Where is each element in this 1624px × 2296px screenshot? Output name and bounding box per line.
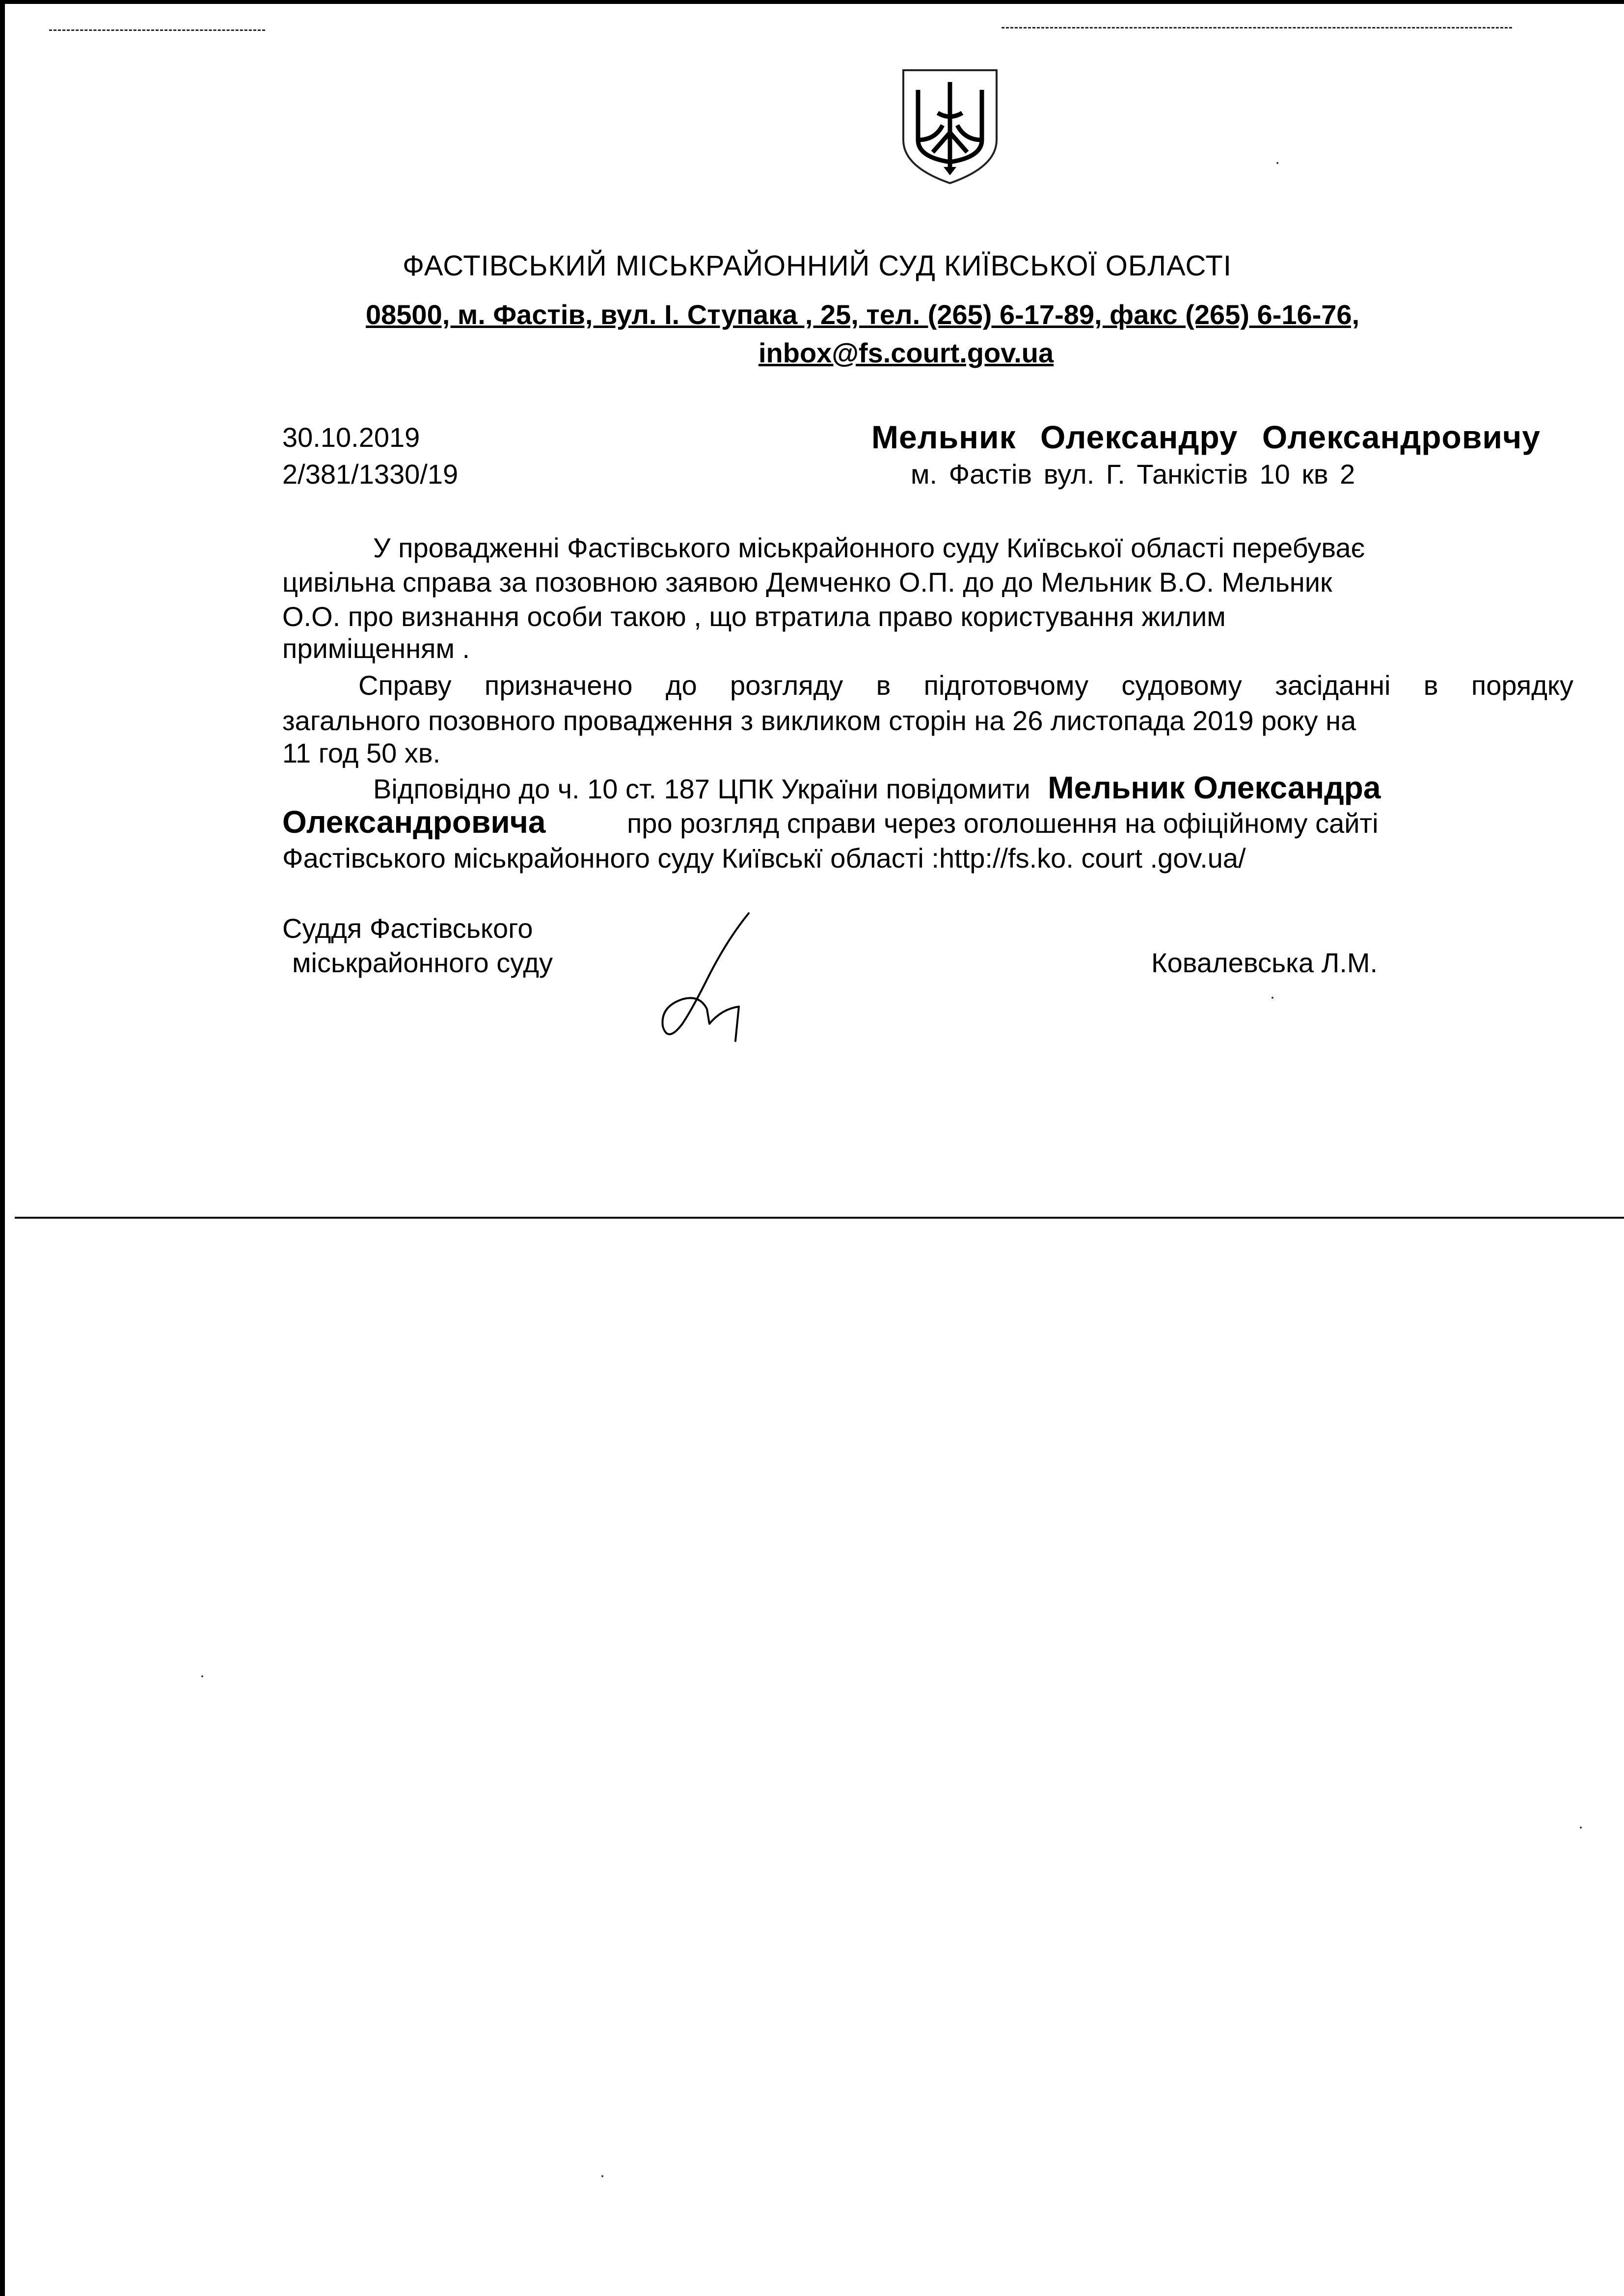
body-text-line: Фастівського міськрайонного суду Київськї області :http://fs.ko. court .gov.ua/ [282, 843, 1246, 874]
scan-left-edge [0, 0, 5, 2296]
body-text-line [282, 806, 1379, 838]
handwritten-signature [653, 911, 761, 1043]
recipient-name: Мельник Олександру Олександровичу [871, 419, 1541, 455]
coat-of-arms-emblem [898, 66, 1001, 187]
scan-speck [1276, 162, 1278, 164]
judge-title-line: міськрайонного суду [292, 947, 553, 978]
body-text-line [373, 772, 1380, 803]
body-text-line: У провадженні Фастівського міськрайонного суду Київської області перебуває [373, 532, 1365, 563]
judge-name: Ковалевська Л.М. [1151, 947, 1378, 978]
body-text-segment: про розгляд справи через оголошення на офіційному сайті [626, 808, 1379, 839]
body-text-line: приміщенням . [282, 633, 470, 664]
court-email-line [758, 337, 1054, 369]
page-divider-line [15, 1217, 1624, 1219]
judge-title-line: Суддя Фастівського [282, 913, 533, 944]
body-text-line: загального позовного провадження з викликом сторін на 26 листопада 2019 року на [282, 705, 1356, 736]
body-text-segment: Відповідно до ч. 10 ст. 187 ЦПК України повідомити [373, 773, 1030, 804]
body-text-line: Справу призначено до розгляду в підготовчому судовому засіданні в порядку [358, 670, 1573, 701]
scan-artifact-line [1001, 27, 1512, 28]
body-text-line: цивільна справа за позовною заявою Демченко О.П. до до Мельник В.О. Мельник [282, 567, 1332, 598]
body-text-line: О.О. про визнання особи такою , що втратила право користування жилим [282, 601, 1226, 632]
court-address-line: 08500, м. Фастів, вул. І. Ступака , 25, тел. (265) 6-17-89, факс (265) 6-16-76, [366, 299, 1360, 330]
scan-top-edge [0, 0, 1624, 4]
court-email-link[interactable]: inbox@fs.court.gov.ua [758, 337, 1054, 368]
recipient-name-bold: Мельник Олександра [1048, 770, 1381, 805]
recipient-address: м. Фастів вул. Г. Танкістів 10 кв 2 [911, 459, 1355, 490]
scan-speck [1272, 997, 1273, 999]
recipient-name-bold: Олександровича [282, 804, 546, 840]
document-date: 30.10.2019 [282, 422, 420, 453]
scan-artifact-line [49, 29, 265, 31]
case-number: 2/381/1330/19 [282, 459, 459, 490]
scan-speck [601, 2175, 603, 2177]
court-name-heading: ФАСТІВСЬКИЙ МІСЬКРАЙОННИЙ СУД КИЇВСЬКОЇ ОБЛАСТІ [403, 250, 1232, 282]
body-text-line: 11 год 50 хв. [282, 738, 441, 768]
scan-speck [201, 1675, 203, 1677]
scan-speck [1580, 1827, 1582, 1829]
